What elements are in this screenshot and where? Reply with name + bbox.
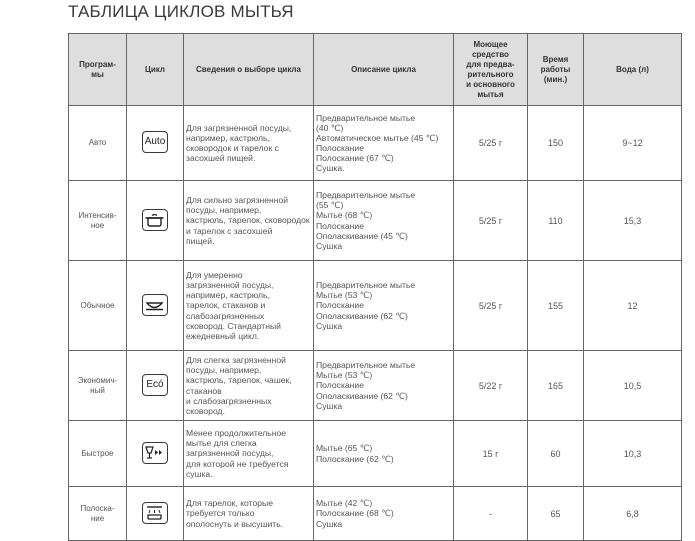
water-value: 12 (584, 261, 682, 351)
time-value: 165 (528, 351, 584, 421)
text-line: Сушка (316, 320, 343, 331)
text-line: загрязненной посуды, (186, 448, 274, 459)
table-row (69, 181, 682, 261)
text-line: сушка. (186, 468, 213, 479)
text-line: сковородок и тарелок с (186, 143, 279, 153)
text-line: Обычное (80, 300, 115, 310)
text-line: Для тарелок, которые (186, 498, 273, 509)
cycle-icon-cell (127, 487, 184, 541)
text-line: Мытье (53 ℃) (316, 290, 373, 301)
text-line: Автоматическое мытье (45 ℃) (316, 132, 439, 143)
detergent-value: 5/25 г (454, 181, 528, 261)
text-line: Интенсив- (78, 210, 117, 220)
table-row (69, 106, 682, 181)
water-value: 9~12 (584, 106, 682, 181)
wash-cycles-table (68, 33, 682, 541)
cycle-description (314, 487, 454, 541)
icon-label: Ecó (146, 378, 164, 390)
text-line: Мытье (42 ℃) (316, 498, 373, 509)
cycle-icon-cell (127, 421, 184, 487)
header-water: Вода (л) (584, 34, 682, 106)
program-name (69, 421, 127, 487)
text-line: Полоска- (80, 503, 115, 513)
text-line: ние (90, 513, 105, 523)
icon-label: Auto (144, 136, 166, 147)
cycle-info (184, 351, 314, 421)
text-line: Менее продолжительное (186, 428, 287, 439)
text-line: Полоскание (67 ℃) (316, 153, 394, 164)
glass-fast-icon (142, 442, 168, 464)
detergent-value: - (454, 487, 528, 541)
time-value: 150 (528, 106, 584, 181)
table-row (69, 487, 682, 541)
detergent-value: 5/25 г (454, 261, 528, 351)
program-name (69, 351, 127, 421)
cycle-icon-cell (127, 351, 184, 421)
text-line: Сушка (316, 400, 343, 411)
text-line: Сушка (316, 240, 343, 251)
program-name (69, 261, 127, 351)
header-info: Сведения о выборе цикла (184, 34, 314, 106)
header-cycle: Цикл (127, 34, 184, 106)
text-line: Полоскание (316, 220, 365, 231)
text-line: Ополаскивание (62 ℃) (316, 310, 408, 321)
water-value: 6,8 (584, 487, 682, 541)
cycle-description (314, 181, 454, 261)
text-line: и слабозагрязненных (186, 395, 272, 406)
rinse-icon (142, 502, 168, 524)
cycle-icon-cell (127, 106, 184, 181)
text-line: ополоснуть и высушить. (186, 518, 284, 529)
text-line: Мытье (65 ℃) (316, 443, 373, 454)
text-line: Полоскание (62 ℃) (316, 453, 394, 464)
cycle-icon-cell (127, 261, 184, 351)
text-line: Сушка. (316, 163, 345, 174)
water-value: 10,3 (584, 421, 682, 487)
detergent-value: 5/22 г (454, 351, 528, 421)
cycle-description (314, 351, 454, 421)
text-line: для которой не требуется (186, 458, 289, 469)
text-line: ное (90, 220, 105, 230)
text-line: посуды, например, (186, 365, 262, 376)
text-line: Для загрязненной посуды, (186, 122, 292, 133)
text-line: и тарелок с засохшей (186, 225, 273, 236)
header-description: Описание цикла (314, 34, 454, 106)
text-line: Для умеренно (186, 270, 243, 281)
text-line: Ополаскивание (62 ℃) (316, 390, 408, 401)
text-line: Экономич- (77, 375, 118, 385)
cycle-info (184, 181, 314, 261)
text-line: Быстрое (81, 448, 114, 458)
water-value: 10,5 (584, 351, 682, 421)
text-line: Предварительное мытье (316, 360, 416, 371)
program-name (69, 181, 127, 261)
text-line: кастрюль, тарелок, чашек, стаканов (186, 375, 292, 396)
time-value: 60 (528, 421, 584, 487)
text-line: Полоскание (316, 380, 365, 391)
text-line: мытье для слегка (186, 438, 257, 449)
table-row (69, 261, 682, 351)
text-line: Авто (88, 138, 107, 147)
cycle-info (184, 487, 314, 541)
cycle-description (314, 421, 454, 487)
text-line: ный (90, 385, 105, 395)
header-time: Время работы (мин.) (528, 34, 584, 106)
text-line: Предварительное мытье (316, 190, 416, 201)
text-line: (55 ℃) (316, 200, 344, 211)
text-line: слабозагрязненных (186, 310, 265, 321)
text-line: Полоскание (316, 143, 365, 153)
header-detergent: Моющее средство для предва- рительного и основного мытья (454, 34, 528, 106)
time-value: 155 (528, 261, 584, 351)
bowl-icon (142, 294, 168, 316)
page-title: ТАБЛИЦА ЦИКЛОВ МЫТЬЯ (68, 2, 294, 21)
cycle-icon-cell (127, 181, 184, 261)
pot-icon (142, 209, 168, 231)
text-line: например, кастрюль, (186, 290, 270, 301)
text-line: сковород. (186, 405, 225, 416)
text-line: требуется только (186, 508, 255, 519)
detergent-value: 5/25 г (454, 106, 528, 181)
text-line: Для сильно загрязненной (186, 195, 289, 206)
cycle-description (314, 106, 454, 181)
cycle-info (184, 421, 314, 487)
text-line: Мытье (53 ℃) (316, 370, 373, 381)
text-line: Полоскание (68 ℃) (316, 508, 394, 519)
text-line: пищей. (186, 235, 215, 246)
water-value: 15,3 (584, 181, 682, 261)
text-line: сковород. Стандартный (186, 320, 281, 331)
text-line: ежедневный цикл. (186, 330, 260, 341)
text-line: засохшей пищей. (186, 153, 256, 164)
table-row (69, 351, 682, 421)
text-line: кастрюль, тарелок, сковородок (186, 215, 310, 226)
text-line: загрязненной посуды, (186, 280, 274, 291)
program-name (69, 106, 127, 181)
header-row (69, 34, 682, 106)
text-line: Для слегка загрязненной (186, 355, 286, 366)
cycle-description (314, 261, 454, 351)
text-line: Предварительное мытье (316, 280, 416, 291)
text-line: Сушка (316, 518, 343, 529)
text-line: Ополаскивание (45 ℃) (316, 230, 408, 241)
text-line: (40 ℃) (316, 122, 344, 133)
time-value: 110 (528, 181, 584, 261)
header-program: Програм- мы (69, 34, 127, 106)
text-line: Мытье (68 ℃) (316, 210, 373, 221)
text-line: например, кастрюль, (186, 132, 270, 143)
text-line: посуды, например, (186, 205, 262, 216)
time-value: 65 (528, 487, 584, 541)
text-line: Предварительное мытье (316, 112, 416, 123)
text-line: тарелок, стаканов и (186, 300, 266, 311)
table-body (69, 106, 682, 541)
eco-icon (142, 374, 168, 396)
table-row (69, 421, 682, 487)
text-line: Полоскание (316, 300, 365, 311)
cycle-info (184, 106, 314, 181)
auto-icon (142, 131, 168, 153)
cycle-info (184, 261, 314, 351)
detergent-value: 15 г (454, 421, 528, 487)
program-name (69, 487, 127, 541)
